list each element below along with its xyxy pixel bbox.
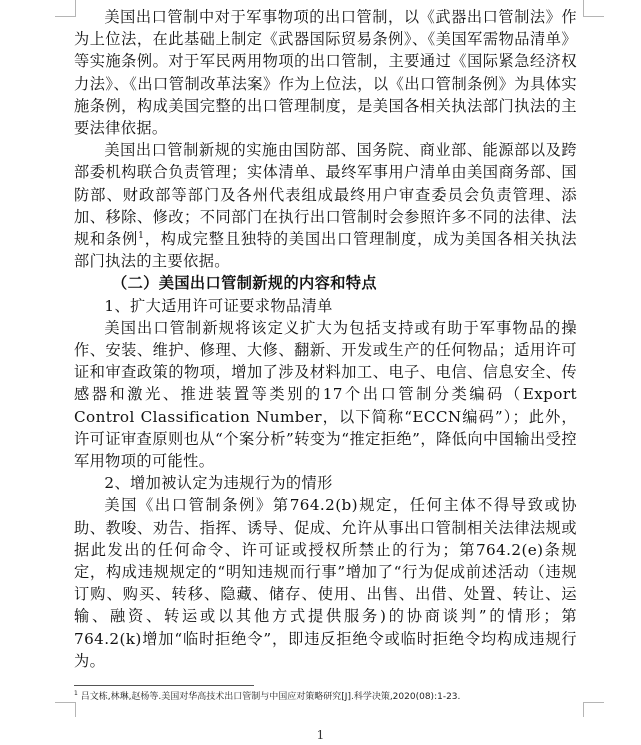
paragraph: 美国出口管制新规的实施由国防部、国务院、商业部、能源部以及跨部委机构联合负责管理；实体清单、最终军事用户清单由美国商务部、国防部、财政部等部门及各州代表组成最终用户审查委员会负责管理、添加、移除、修改；不同部门在执行出口管制时会参照许多不同的法律、法规和条例$^1$，构成完整且独特的美国出口管理制度，成为美国各相关执法部门执法的主要依据。 bbox=[74, 141, 577, 271]
section-heading: （二）美国出口管制新规的内容和特点 bbox=[112, 274, 377, 293]
footnote-ref[interactable]: 1 bbox=[138, 230, 145, 241]
page-corner-mark bbox=[583, 702, 604, 717]
footnote-text: 吕文栋,林琳,赵杨等.美国对华高技术出口管制与中国应对策略研究[J].科学决策,2020(08):1-23. bbox=[80, 692, 461, 702]
footnote bbox=[74, 691, 577, 703]
page-corner-mark bbox=[55, 702, 76, 717]
page-number: 1 bbox=[316, 728, 325, 742]
footnote-separator bbox=[74, 685, 254, 686]
page-corner-mark bbox=[55, 0, 76, 17]
paragraph: 美国《出口管制条例》第764.2(b)规定，任何主体不得导致或协助、教唆、劝告、指挥、诱导、促成、允许从事出口管制相关法律法规或据此发出的任何命令、许可证或授权所禁止的行为；第764.2(e)条规定，构成违规规定的“明知违规而行事”增加了“行为促成前述活动（违规订购、购买、转移、隐藏、储存、使用、出售、出借、处置、转让、运输、融资、转运或以其他方式提供服务)的协商谈判”的情形；第764.2(k)增加“临时拒绝令”，即违反拒绝令或临时拒绝令均构成违规行为。 bbox=[74, 496, 577, 670]
page-corner-mark bbox=[583, 0, 604, 17]
document-body bbox=[74, 6, 577, 672]
paragraph: 美国出口管制中对于军事物项的出口管制，以《武器出口管制法》作为上位法，在此基础上制定《武器国际贸易条例》、《美国军需物品清单》等实施条例。对于军民两用物项的出口管制，主要通过《国际紧急经济权力法》、《出口管制改革法案》作为上位法，以《出口管制条例》为具体实施条例，构成美国完整的出口管理制度，是美国各相关执法部门执法的主要法律依据。 bbox=[74, 8, 577, 138]
footnote-marker: 1 bbox=[74, 690, 78, 697]
subsection-heading: 2、增加被认定为违规行为的情形 bbox=[104, 474, 333, 493]
paragraph: 美国出口管制新规将该定义扩大为包括支持或有助于军事物品的操作、安装、维护、修理、大修、翻新、开发或生产的任何物品；适用许可证和审查政策的物项，增加了涉及材料加工、电子、电信、信息安全、传感器和激光、推进装置等类别的17个出口管制分类编码（Export Control Classification Number，以下简称“ECCN编码”）；此外，许可证审查原则也从“个案分析”转变为“推定拒绝”，降低向中国输出受控军用物项的可能性。 bbox=[74, 318, 577, 471]
subsection-heading: 1、扩大适用许可证要求物品清单 bbox=[104, 296, 333, 315]
